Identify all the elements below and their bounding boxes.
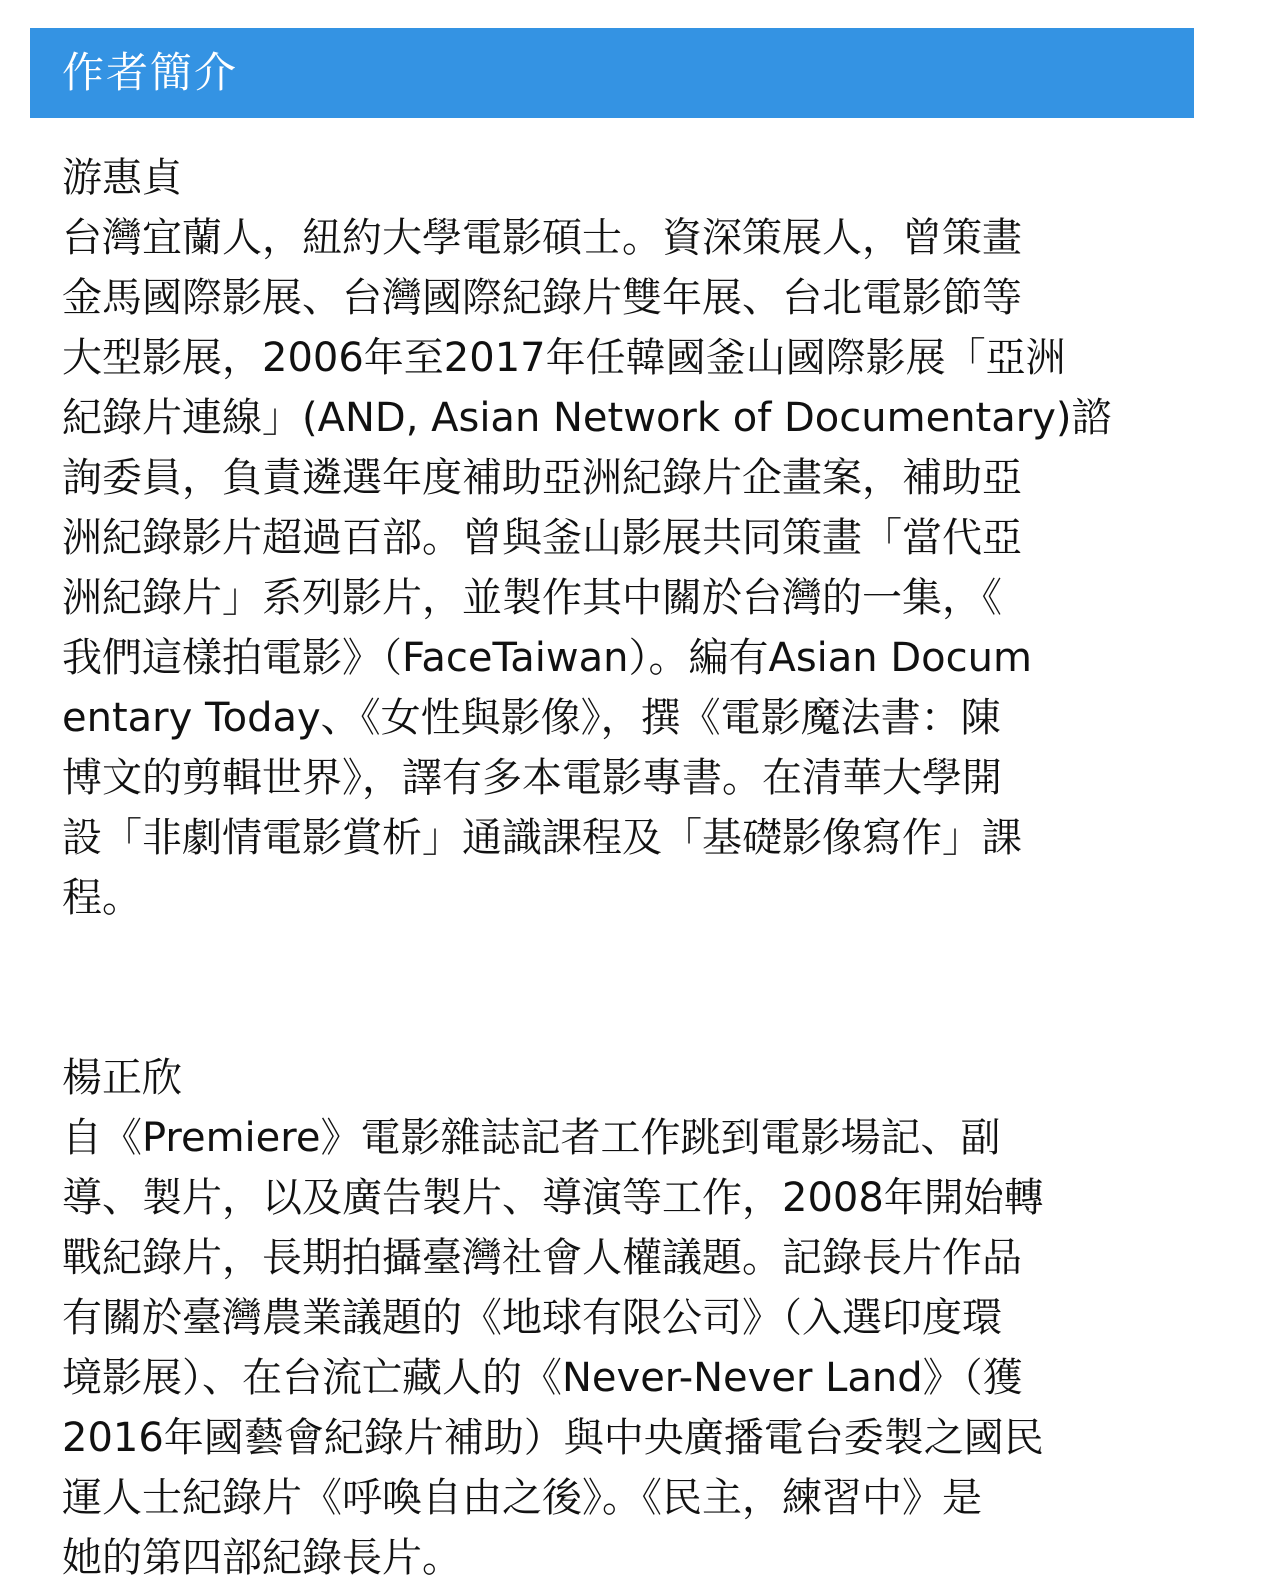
bio-line: 詢委員，負責遴選年度補助亞洲紀錄片企畫案，補助亞	[62, 455, 1022, 501]
author-name: 游惠貞	[62, 155, 182, 201]
bio-line: 導、製片，以及廣告製片、導演等工作，2008年開始轉	[62, 1175, 1044, 1221]
bio-line: 洲紀錄影片超過百部。曾與釜山影展共同策畫「當代亞	[62, 515, 1022, 561]
bio-line: 有關於臺灣農業議題的《地球有限公司》（入選印度環	[62, 1295, 1002, 1341]
author-bio	[62, 1108, 1162, 1588]
bio-line: 金馬國際影展、台灣國際紀錄片雙年展、台北電影節等	[62, 275, 1022, 321]
bio-line: 程。	[62, 875, 142, 921]
bio-line: 洲紀錄片」系列影片，並製作其中關於台灣的一集，《	[62, 575, 1002, 621]
author-entry	[62, 1048, 1162, 1588]
bio-line: 博文的剪輯世界》，譯有多本電影專書。在清華大學開	[62, 755, 1002, 801]
bio-line: 台灣宜蘭人，紐約大學電影碩士。資深策展人，曾策畫	[62, 215, 1022, 261]
author-list	[62, 148, 1162, 1588]
bio-line: 紀錄片連線」(AND, Asian Network of Documentary)諮	[62, 395, 1112, 441]
author-divider-space	[62, 928, 1162, 1048]
section-header	[30, 28, 1194, 118]
bio-line: 大型影展，2006年至2017年任韓國釜山國際影展「亞洲	[62, 335, 1066, 381]
author-bio	[62, 208, 1162, 928]
bio-line: 我們這樣拍電影》（FaceTaiwan）。編有Asian Docum	[62, 635, 1032, 681]
author-name: 楊正欣	[62, 1055, 182, 1101]
bio-line: 設「非劇情電影賞析」通識課程及「基礎影像寫作」課	[62, 815, 1022, 861]
bio-line: entary Today、《女性與影像》，撰《電影魔法書：陳	[62, 695, 1001, 741]
bio-line: 戰紀錄片，長期拍攝臺灣社會人權議題。記錄長片作品	[62, 1235, 1022, 1281]
bio-line: 2016年國藝會紀錄片補助）與中央廣播電台委製之國民	[62, 1415, 1044, 1461]
author-entry	[62, 148, 1162, 928]
bio-line: 境影展）、在台流亡藏人的《Never-Never Land》（獲	[62, 1355, 1023, 1401]
bio-line: 她的第四部紀錄長片。	[62, 1535, 462, 1581]
bio-line: 自《Premiere》電影雜誌記者工作跳到電影場記、副	[62, 1115, 1001, 1161]
section-title: 作者簡介	[62, 48, 239, 97]
bio-line: 運人士紀錄片《呼喚自由之後》。《民主，練習中》是	[62, 1475, 982, 1521]
